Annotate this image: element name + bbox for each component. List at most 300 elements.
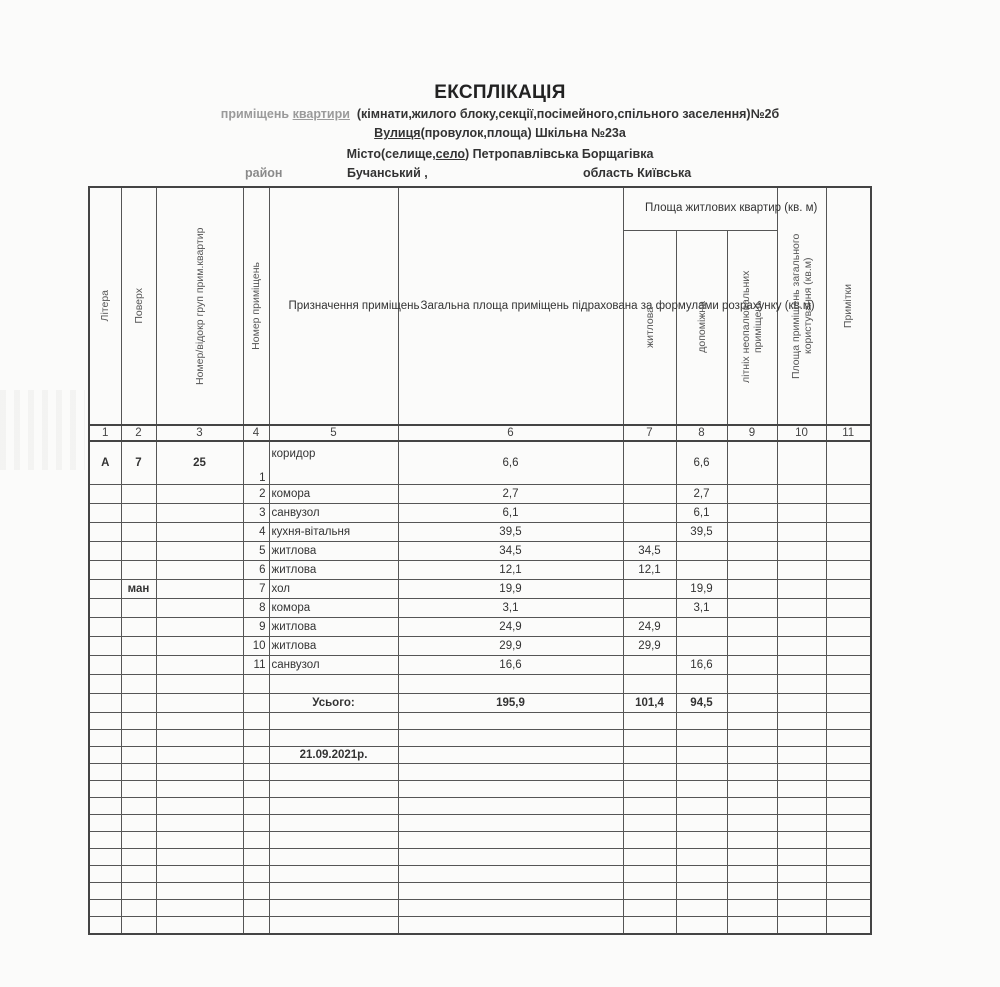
empty-cell <box>623 832 676 849</box>
living-area-cell: 12,1 <box>623 561 676 580</box>
litera-cell <box>89 561 121 580</box>
total-area-cell: 29,9 <box>398 637 623 656</box>
city-label-underlined: село <box>435 147 465 161</box>
empty-cell <box>243 917 269 935</box>
empty-row <box>89 917 871 935</box>
empty-row <box>89 798 871 815</box>
table-row <box>89 637 871 656</box>
notes-cell <box>826 542 871 561</box>
room-number-cell: 7 <box>243 580 269 599</box>
empty-cell <box>777 866 826 883</box>
living-area-cell: 34,5 <box>623 542 676 561</box>
room-name-cell: санвузол <box>269 504 398 523</box>
total-area-cell: 2,7 <box>398 485 623 504</box>
city-value: ) Петропавлівська Борщагівка <box>465 147 654 161</box>
empty-cell <box>727 917 777 935</box>
group-cell <box>156 599 243 618</box>
room-number-cell: 9 <box>243 618 269 637</box>
empty-cell <box>676 713 727 730</box>
litera-cell <box>89 637 121 656</box>
empty-cell <box>826 781 871 798</box>
living-area-cell <box>623 599 676 618</box>
table-row <box>89 656 871 675</box>
floor-cell <box>121 618 156 637</box>
room-name-cell: санвузол <box>269 656 398 675</box>
room-number-cell: 5 <box>243 542 269 561</box>
total-area-cell: 19,9 <box>398 580 623 599</box>
empty-cell <box>269 798 398 815</box>
group-cell <box>156 656 243 675</box>
empty-cell <box>156 798 243 815</box>
empty-cell <box>826 694 871 713</box>
column-number: 9 <box>727 425 777 441</box>
empty-cell <box>777 713 826 730</box>
empty-cell <box>777 798 826 815</box>
empty-cell <box>398 764 623 781</box>
total-area-cell: 39,5 <box>398 523 623 542</box>
notes-cell <box>826 561 871 580</box>
empty-cell <box>727 730 777 747</box>
total-area-cell: 3,1 <box>398 599 623 618</box>
litera-cell <box>89 580 121 599</box>
column-number: 7 <box>623 425 676 441</box>
notes-cell <box>826 618 871 637</box>
litera-cell <box>89 656 121 675</box>
aux-area-cell <box>676 542 727 561</box>
empty-cell <box>727 694 777 713</box>
empty-cell <box>156 917 243 935</box>
empty-cell <box>156 747 243 764</box>
summer-area-cell <box>727 599 777 618</box>
notes-cell <box>826 599 871 618</box>
empty-cell <box>243 747 269 764</box>
room-name-cell: житлова <box>269 542 398 561</box>
empty-cell <box>269 815 398 832</box>
aux-area-cell <box>676 561 727 580</box>
common-area-cell <box>777 441 826 485</box>
empty-row <box>89 883 871 900</box>
floor-cell <box>121 599 156 618</box>
empty-cell <box>676 764 727 781</box>
room-name-cell: коридор <box>269 441 398 485</box>
empty-cell <box>398 730 623 747</box>
total-area-cell: 24,9 <box>398 618 623 637</box>
aux-area-cell <box>676 618 727 637</box>
empty-cell <box>676 730 727 747</box>
header-total-area: Загальна площа приміщень підрахована за формулами розрахунку (кв.м) <box>398 187 623 425</box>
floor-cell <box>121 523 156 542</box>
litera-cell: А <box>89 441 121 485</box>
empty-cell <box>777 747 826 764</box>
empty-cell <box>121 747 156 764</box>
litera-cell <box>89 523 121 542</box>
empty-cell <box>89 883 121 900</box>
empty-cell <box>826 866 871 883</box>
empty-cell <box>243 764 269 781</box>
room-number-cell: 4 <box>243 523 269 542</box>
notes-cell <box>826 441 871 485</box>
summer-area-cell <box>727 656 777 675</box>
empty-cell <box>826 849 871 866</box>
empty-cell <box>243 781 269 798</box>
table-row <box>89 523 871 542</box>
column-number-row <box>89 425 871 441</box>
empty-cell <box>121 883 156 900</box>
empty-cell <box>156 694 243 713</box>
litera-cell <box>89 504 121 523</box>
common-area-cell <box>777 637 826 656</box>
empty-cell <box>89 900 121 917</box>
common-area-cell <box>777 599 826 618</box>
empty-cell <box>156 883 243 900</box>
empty-cell <box>727 781 777 798</box>
notes-cell <box>826 637 871 656</box>
empty-cell <box>269 883 398 900</box>
empty-cell <box>826 900 871 917</box>
empty-cell <box>243 815 269 832</box>
column-number: 11 <box>826 425 871 441</box>
subtitle-underlined: квартири <box>292 107 350 121</box>
living-area-cell <box>623 656 676 675</box>
living-area-cell <box>623 504 676 523</box>
empty-cell <box>623 917 676 935</box>
empty-cell <box>121 713 156 730</box>
summer-area-cell <box>727 485 777 504</box>
room-number-cell: 2 <box>243 485 269 504</box>
empty-cell <box>623 747 676 764</box>
empty-cell <box>89 713 121 730</box>
header-purpose: Призначення приміщень <box>269 187 398 425</box>
empty-row <box>89 730 871 747</box>
column-number: 8 <box>676 425 727 441</box>
notes-cell <box>826 485 871 504</box>
header-summer: літніх неопалювальних приміщень <box>727 230 777 425</box>
empty-cell <box>826 815 871 832</box>
summer-area-cell <box>727 542 777 561</box>
room-number-cell: 3 <box>243 504 269 523</box>
table-row <box>89 441 871 485</box>
common-area-cell <box>777 504 826 523</box>
totals-label: Усього: <box>269 694 398 713</box>
empty-cell <box>121 815 156 832</box>
litera-cell <box>89 542 121 561</box>
empty-cell <box>727 883 777 900</box>
totals-aux-area: 94,5 <box>676 694 727 713</box>
room-number-cell: 11 <box>243 656 269 675</box>
empty-cell <box>243 713 269 730</box>
group-cell <box>156 542 243 561</box>
empty-cell <box>676 747 727 764</box>
empty-cell <box>398 883 623 900</box>
empty-cell <box>89 730 121 747</box>
room-number-cell: 1 <box>243 441 269 485</box>
table-row <box>89 485 871 504</box>
column-number: 3 <box>156 425 243 441</box>
empty-cell <box>243 675 269 694</box>
empty-cell <box>727 900 777 917</box>
empty-cell <box>623 866 676 883</box>
empty-cell <box>826 798 871 815</box>
empty-cell <box>826 730 871 747</box>
room-number-cell: 10 <box>243 637 269 656</box>
header-auxiliary: допоміжна <box>676 230 727 425</box>
empty-cell <box>89 866 121 883</box>
empty-cell <box>156 713 243 730</box>
empty-cell <box>398 815 623 832</box>
aux-area-cell: 16,6 <box>676 656 727 675</box>
header-floor: Поверх <box>121 187 156 425</box>
empty-cell <box>269 764 398 781</box>
empty-cell <box>398 675 623 694</box>
common-area-cell <box>777 523 826 542</box>
column-number: 6 <box>398 425 623 441</box>
group-cell <box>156 618 243 637</box>
empty-cell <box>727 798 777 815</box>
empty-cell <box>727 866 777 883</box>
empty-cell <box>676 798 727 815</box>
empty-cell <box>623 849 676 866</box>
empty-row <box>89 900 871 917</box>
empty-cell <box>623 764 676 781</box>
common-area-cell <box>777 542 826 561</box>
empty-cell <box>89 675 121 694</box>
header-notes: Примітки <box>826 187 871 425</box>
empty-cell <box>398 832 623 849</box>
empty-cell <box>826 747 871 764</box>
header-living-area-group: Площа житлових квартир (кв. м) <box>623 187 777 230</box>
empty-cell <box>156 781 243 798</box>
empty-cell <box>777 917 826 935</box>
floor-cell <box>121 637 156 656</box>
city-line <box>0 147 1000 161</box>
city-label-prefix: Місто(селище, <box>346 147 436 161</box>
empty-cell <box>777 883 826 900</box>
empty-cell <box>623 713 676 730</box>
floor-cell <box>121 656 156 675</box>
empty-row <box>89 866 871 883</box>
common-area-cell <box>777 580 826 599</box>
empty-cell <box>269 866 398 883</box>
empty-cell <box>623 883 676 900</box>
empty-cell <box>398 798 623 815</box>
empty-cell <box>156 815 243 832</box>
empty-cell <box>676 832 727 849</box>
empty-cell <box>826 764 871 781</box>
region-value: область Київська <box>583 166 692 180</box>
empty-cell <box>269 832 398 849</box>
floor-cell <box>121 504 156 523</box>
empty-cell <box>121 866 156 883</box>
empty-cell <box>623 798 676 815</box>
empty-row <box>89 764 871 781</box>
notes-cell <box>826 580 871 599</box>
group-cell: 25 <box>156 441 243 485</box>
common-area-cell <box>777 656 826 675</box>
date-cell: 21.09.2021р. <box>269 747 398 764</box>
header-living: житлова <box>623 230 676 425</box>
living-area-cell: 24,9 <box>623 618 676 637</box>
summer-area-cell <box>727 618 777 637</box>
empty-cell <box>777 900 826 917</box>
empty-cell <box>398 713 623 730</box>
subtitle-text: (кімнати,жилого блоку,секції,посімейного,спільного заселення)№2б <box>356 107 780 121</box>
explication-table <box>88 186 872 935</box>
empty-cell <box>777 675 826 694</box>
empty-cell <box>243 900 269 917</box>
empty-cell <box>676 900 727 917</box>
summer-area-cell <box>727 561 777 580</box>
empty-cell <box>243 832 269 849</box>
empty-cell <box>243 730 269 747</box>
summer-area-cell <box>727 580 777 599</box>
empty-cell <box>398 917 623 935</box>
empty-cell <box>269 781 398 798</box>
empty-cell <box>269 849 398 866</box>
empty-cell <box>156 764 243 781</box>
empty-cell <box>269 900 398 917</box>
street-label: Вулиця <box>374 126 421 140</box>
district-value: Бучанський , <box>347 166 428 180</box>
empty-cell <box>826 832 871 849</box>
common-area-cell <box>777 561 826 580</box>
empty-cell <box>121 900 156 917</box>
empty-cell <box>826 883 871 900</box>
total-area-cell: 6,6 <box>398 441 623 485</box>
living-area-cell <box>623 523 676 542</box>
room-name-cell: кухня-вітальня <box>269 523 398 542</box>
aux-area-cell: 39,5 <box>676 523 727 542</box>
table-row <box>89 504 871 523</box>
street-line <box>0 126 1000 140</box>
empty-cell <box>777 781 826 798</box>
empty-cell <box>89 781 121 798</box>
room-name-cell: комора <box>269 485 398 504</box>
room-name-cell: комора <box>269 599 398 618</box>
empty-cell <box>269 730 398 747</box>
empty-cell <box>156 675 243 694</box>
total-area-cell: 16,6 <box>398 656 623 675</box>
common-area-cell <box>777 485 826 504</box>
empty-cell <box>826 675 871 694</box>
column-number: 2 <box>121 425 156 441</box>
empty-row <box>89 713 871 730</box>
subtitle-line <box>0 107 1000 121</box>
empty-cell <box>777 849 826 866</box>
empty-cell <box>727 764 777 781</box>
empty-cell <box>623 781 676 798</box>
empty-cell <box>156 849 243 866</box>
group-cell <box>156 580 243 599</box>
empty-cell <box>121 675 156 694</box>
empty-cell <box>676 917 727 935</box>
empty-cell <box>398 747 623 764</box>
room-name-cell: житлова <box>269 618 398 637</box>
empty-cell <box>676 866 727 883</box>
subtitle-prefix: приміщень <box>220 107 290 121</box>
empty-cell <box>676 781 727 798</box>
date-row <box>89 747 871 764</box>
summer-area-cell <box>727 504 777 523</box>
empty-cell <box>89 917 121 935</box>
litera-cell <box>89 485 121 504</box>
empty-cell <box>243 849 269 866</box>
notes-cell <box>826 656 871 675</box>
summer-area-cell <box>727 637 777 656</box>
common-area-cell <box>777 618 826 637</box>
aux-area-cell <box>676 637 727 656</box>
room-name-cell: хол <box>269 580 398 599</box>
column-number: 5 <box>269 425 398 441</box>
empty-cell <box>727 675 777 694</box>
empty-cell <box>398 900 623 917</box>
document-title: ЕКСПЛІКАЦІЯ <box>434 82 566 103</box>
empty-cell <box>121 917 156 935</box>
total-area-cell: 34,5 <box>398 542 623 561</box>
notes-cell <box>826 523 871 542</box>
empty-cell <box>623 730 676 747</box>
column-number: 1 <box>89 425 121 441</box>
empty-cell <box>727 747 777 764</box>
floor-cell: ман <box>121 580 156 599</box>
aux-area-cell: 6,6 <box>676 441 727 485</box>
litera-cell <box>89 599 121 618</box>
group-cell <box>156 561 243 580</box>
table-row <box>89 561 871 580</box>
empty-cell <box>623 675 676 694</box>
empty-cell <box>623 900 676 917</box>
table-row <box>89 542 871 561</box>
empty-cell <box>676 815 727 832</box>
empty-cell <box>243 798 269 815</box>
header-room-number: Номер приміщень <box>243 187 269 425</box>
floor-cell: 7 <box>121 441 156 485</box>
totals-living-area: 101,4 <box>623 694 676 713</box>
floor-cell <box>121 485 156 504</box>
empty-cell <box>777 815 826 832</box>
floor-cell <box>121 561 156 580</box>
empty-cell <box>777 730 826 747</box>
empty-cell <box>89 764 121 781</box>
group-cell <box>156 523 243 542</box>
scan-artifact <box>0 390 85 470</box>
total-area-cell: 6,1 <box>398 504 623 523</box>
total-area-cell: 12,1 <box>398 561 623 580</box>
living-area-cell <box>623 580 676 599</box>
totals-total-area: 195,9 <box>398 694 623 713</box>
empty-cell <box>777 764 826 781</box>
empty-cell <box>121 730 156 747</box>
aux-area-cell: 3,1 <box>676 599 727 618</box>
empty-row <box>89 675 871 694</box>
empty-cell <box>623 815 676 832</box>
empty-cell <box>156 866 243 883</box>
empty-cell <box>89 815 121 832</box>
empty-cell <box>676 883 727 900</box>
empty-cell <box>269 713 398 730</box>
empty-cell <box>398 866 623 883</box>
empty-cell <box>269 917 398 935</box>
empty-cell <box>121 781 156 798</box>
living-area-cell <box>623 441 676 485</box>
floor-cell <box>121 542 156 561</box>
street-value: (провулок,площа) Шкільна №23а <box>420 126 626 140</box>
empty-cell <box>727 815 777 832</box>
header-row <box>89 187 871 230</box>
column-number: 10 <box>777 425 826 441</box>
aux-area-cell: 2,7 <box>676 485 727 504</box>
empty-cell <box>89 694 121 713</box>
empty-cell <box>121 694 156 713</box>
